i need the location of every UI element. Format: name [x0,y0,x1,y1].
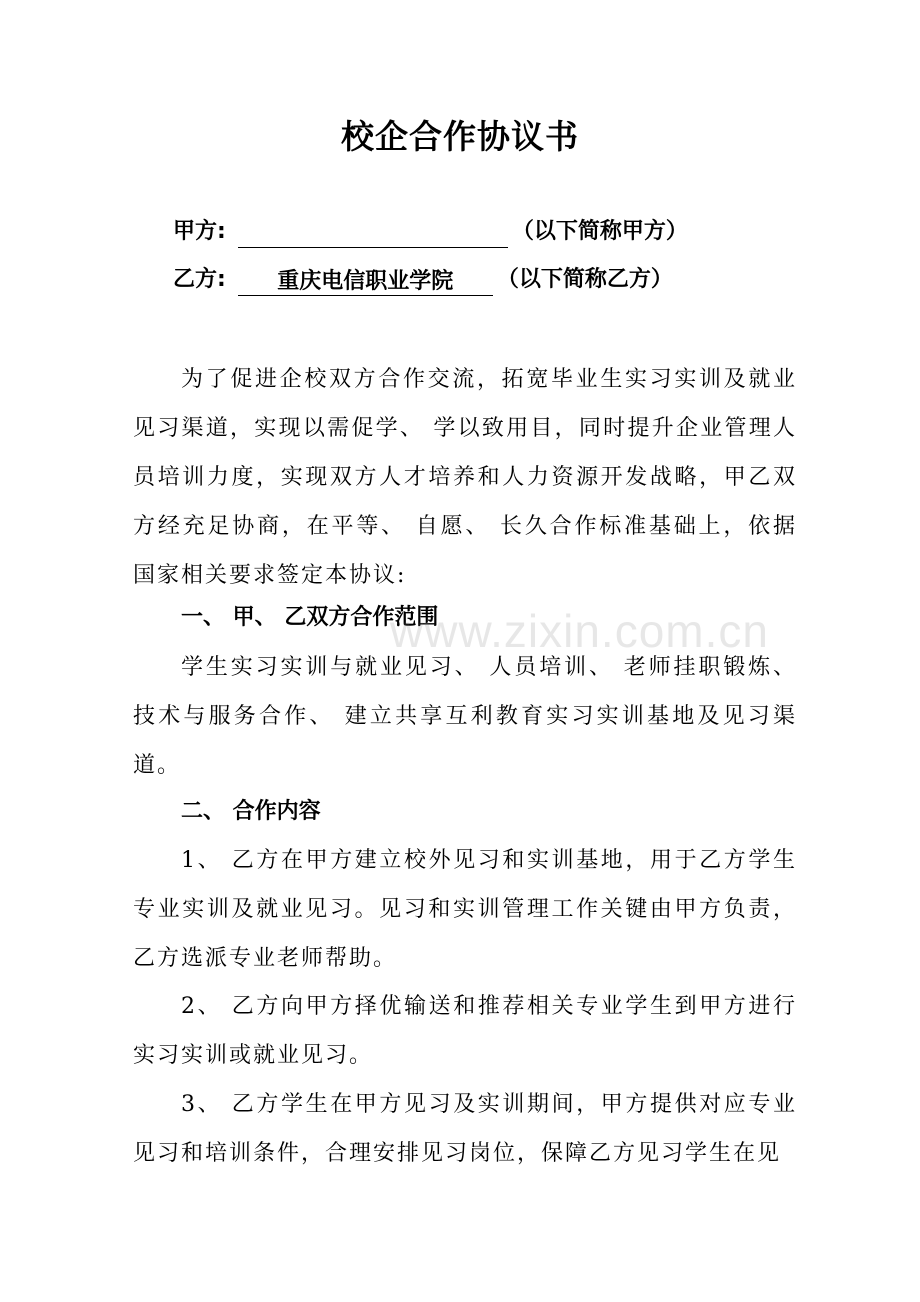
party-a-blank [238,221,508,248]
section-1-text: 学生实习实训与就业见习、 人员培训、 老师挂职锻炼、技术与服务合作、 建立共享互利教育实习实训基地及见习渠道。 [133,655,797,778]
party-b-suffix: （以下简称乙方） [496,267,673,292]
party-a-label: 甲方: [173,219,226,244]
watermark: www.zixin.com.cn [390,605,769,657]
section-1-heading: 一、 甲、 乙双方合作范围 [181,605,439,630]
section-2-heading: 二、 合作内容 [181,799,321,824]
party-a-line [173,216,688,248]
party-b-line [173,264,673,296]
intro-paragraph: 为了促进企校双方合作交流，拓宽毕业生实习实训及就业见习渠道，实现以需促学、 学以致用目，同时提升企业管理人员培训力度，实现双方人才培养和人力资源开发战略，甲乙双方经充足协商，在平等、 自愿、 长久合作标准基础上，依据国家相关要求签定本协议: [133,367,797,588]
section-2-item-1: 1、 乙方在甲方建立校外见习和实训基地，用于乙方学生专业实训及就业见习。见习和实训管理工作关键由甲方负责，乙方选派专业老师帮助。 [133,848,797,971]
document-title: 校企合作协议书 [341,117,579,156]
party-b-label: 乙方: [173,267,226,292]
party-a-suffix: （以下简称甲方） [511,219,688,244]
party-b-name: 重庆电信职业学院 [238,269,493,296]
section-2-item-2: 2、 乙方向甲方择优输送和推荐相关专业学生到甲方进行实习实训或就业见习。 [133,994,797,1068]
section-2-item-3: 3、 乙方学生在甲方见习及实训期间，甲方提供对应专业见习和培训条件，合理安排见习岗位，保障乙方见习学生在见 [133,1092,797,1166]
